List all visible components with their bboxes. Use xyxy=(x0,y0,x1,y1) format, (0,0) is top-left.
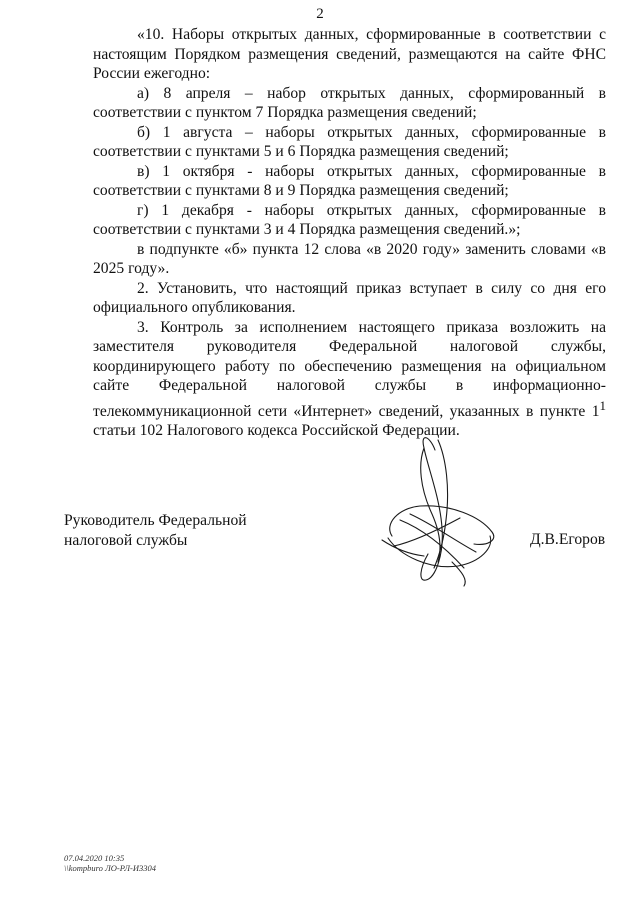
page-number: 2 xyxy=(316,6,324,22)
paragraph-3-before: 3. Контроль за исполнением настоящего приказа возложить на заместителя руководителя Федеральной налоговой службы, координирующего работу по обеспечению размещения на официальном сайте Федеральной налоговой службы в информационно-телекоммуникационной сети «Интернет» сведений, указанных в пункте 1 xyxy=(93,318,606,420)
signatory-title xyxy=(64,511,247,550)
footer-file-path: \\kompburo ЛО-РЛ-И3304 xyxy=(64,863,156,873)
footer-timestamp: 07.04.2020 10:35 xyxy=(64,853,125,863)
paragraph-3-after: статьи 102 Налогового кодекса Российской Федерации. xyxy=(93,422,460,440)
paragraph-subpoint-b: в подпункте «б» пункта 12 слова «в 2020 году» заменить словами «в 2025 году». xyxy=(93,240,606,277)
signatory-name: Д.В.Егоров xyxy=(530,531,606,548)
print-footer xyxy=(64,853,156,873)
document-body xyxy=(93,25,606,441)
paragraph-item-b: б) 1 августа – наборы открытых данных, сформированные в соответствии с пунктами 5 и 6 Порядка размещения сведений; xyxy=(93,123,606,160)
paragraph-3-superscript: 1 xyxy=(599,397,606,413)
signatory-title-line-1: Руководитель Федеральной xyxy=(64,512,247,529)
signatory-title-line-2: налоговой службы xyxy=(64,531,188,549)
paragraph-2: 2. Установить, что настоящий приказ вступает в силу со дня его официального опубликования. xyxy=(93,279,606,316)
paragraph-10-intro: «10. Наборы открытых данных, сформированные в соответствии с настоящим Порядком размещения сведений, размещаются на сайте ФНС России ежегодно: xyxy=(93,26,606,82)
handwritten-signature xyxy=(380,428,500,588)
paragraph-item-g: г) 1 декабря - наборы открытых данных, сформированные в соответствии с пунктами 3 и 4 Порядка размещения сведений.»; xyxy=(93,201,606,238)
paragraph-3 xyxy=(93,318,606,441)
paragraph-item-v: в) 1 октября - наборы открытых данных, сформированные в соответствии с пунктами 8 и 9 Порядка размещения сведений; xyxy=(93,162,606,199)
paragraph-item-a: а) 8 апреля – набор открытых данных, сформированный в соответствии с пунктом 7 Порядка размещения сведений; xyxy=(93,84,606,121)
